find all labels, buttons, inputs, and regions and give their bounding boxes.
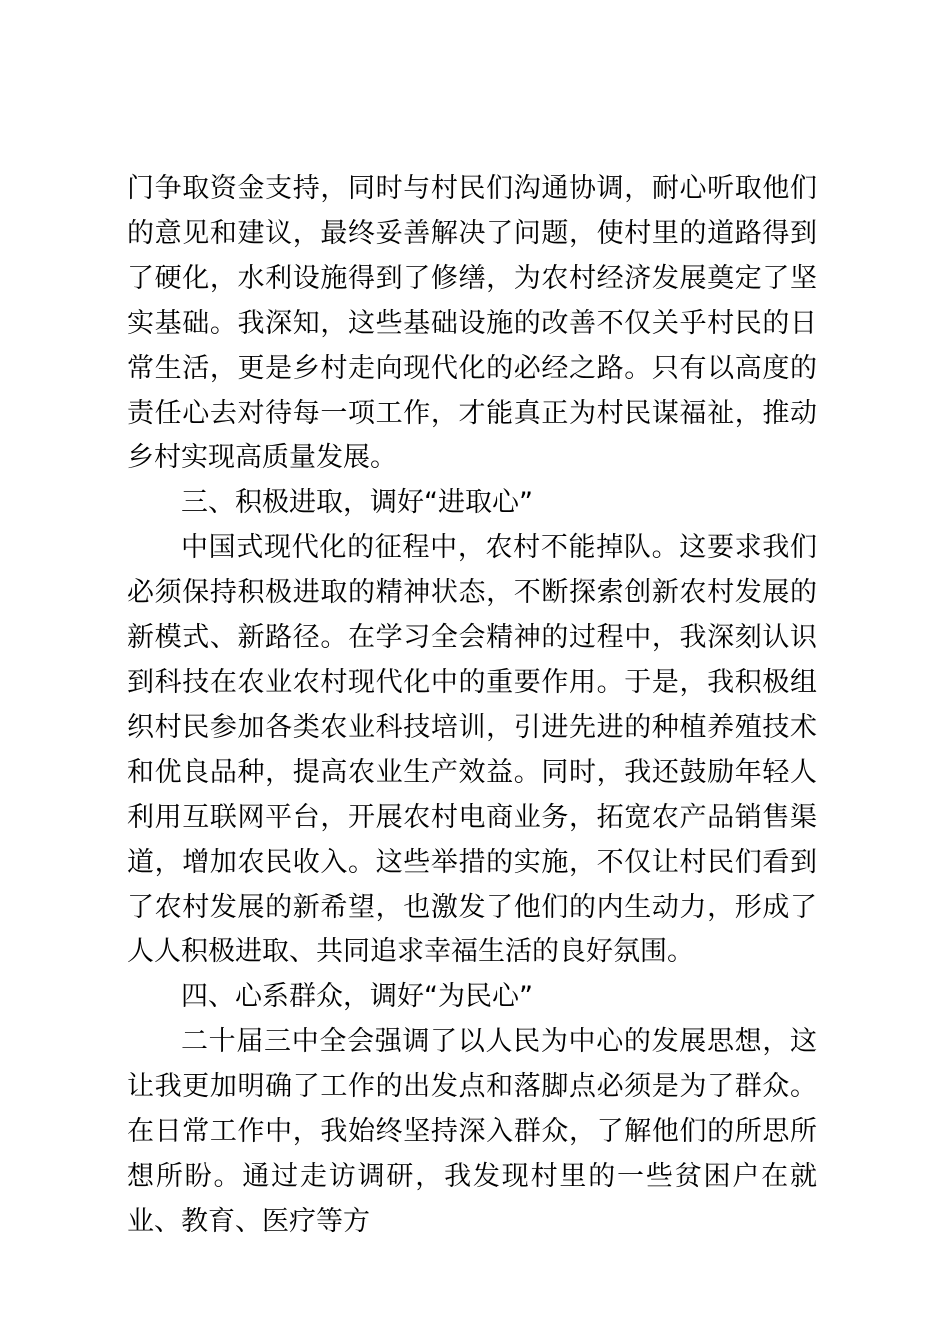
paragraph-section-4: 二十届三中全会强调了以人民为中心的发展思想，这让我更加明确了工作的出发点和落脚点必须是为了群众。在日常工作中，我始终坚持深入群众，了解他们的所思所想所盼。通过走访调研，我发现村里的一些贫困户在就业、教育、医疗等方 [127, 1026, 817, 1237]
paragraph-section-3: 中国式现代化的征程中，农村不能掉队。这要求我们必须保持积极进取的精神状态，不断探索创新农村发展的新模式、新路径。在学习全会精神的过程中，我深刻认识到科技在农业农村现代化中的重要作用。于是，我积极组织村民参加各类农业科技培训，引进先进的种植养殖技术和优良品种，提高农业生产效益。同时，我还鼓励年轻人利用互联网平台，开展农村电商业务，拓宽农产品销售渠道，增加农民收入。这些举措的实施，不仅让村民们看到了农村发展的新希望，也激发了他们的内生动力，形成了人人积极进取、共同追求幸福生活的良好氛围。 [127, 532, 817, 968]
section-heading-3: 三、积极进取，调好“进取心” [181, 487, 533, 519]
document-page [127, 167, 817, 1245]
section-heading-4: 四、心系群众，调好“为民心” [181, 981, 533, 1013]
paragraph-continuation: 门争取资金支持，同时与村民们沟通协调，耐心听取他们的意见和建议，最终妥善解决了问题，使村里的道路得到了硬化，水利设施得到了修缮，为农村经济发展奠定了坚实基础。我深知，这些基础设施的改善不仅关乎村民的日常生活，更是乡村走向现代化的必经之路。只有以高度的责任心去对待每一项工作，才能真正为村民谋福祉，推动乡村实现高质量发展。 [127, 173, 817, 474]
